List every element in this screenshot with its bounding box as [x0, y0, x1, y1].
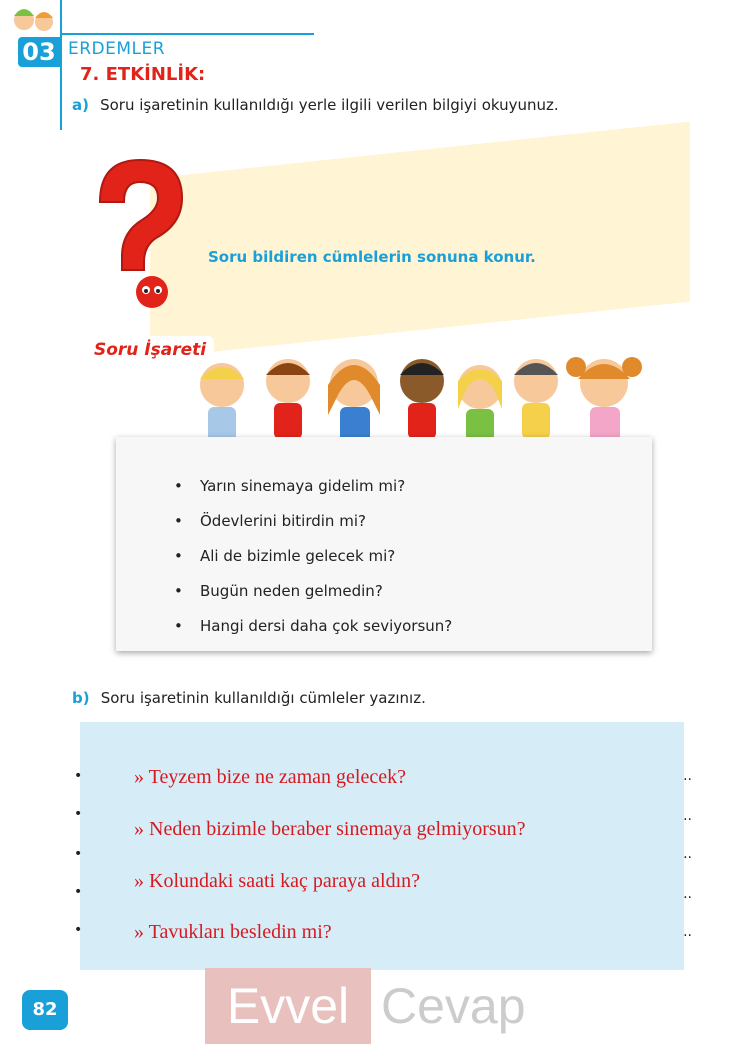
- answer-line[interactable]: » Neden bizimle beraber sinemaya gelmiyorsun?: [134, 818, 526, 840]
- header-vertical-line: [60, 0, 62, 130]
- decorative-background-band: [150, 122, 690, 359]
- examples-list: [200, 477, 452, 652]
- answer-area: [74, 722, 692, 970]
- info-text: Soru bildiren cümlelerin sonuna konur.: [208, 248, 536, 266]
- part-b-letter: b): [72, 689, 90, 707]
- answer-line[interactable]: » Tavukları besledin mi?: [134, 921, 332, 943]
- part-a-letter: a): [72, 96, 89, 114]
- part-a-instruction-row: [72, 95, 559, 114]
- bullet-dot-icon: •: [74, 768, 83, 784]
- example-item: • Yarın sinemaya gidelim mi?: [200, 477, 452, 512]
- part-b-instruction-row: [72, 688, 426, 707]
- bullet-dot-icon: •: [74, 846, 83, 862]
- part-a-instruction: Soru işaretinin kullanıldığı yerle ilgili verilen bilgiyi okuyunuz.: [100, 96, 559, 114]
- header-horizontal-line: [60, 33, 314, 35]
- line-end-dots: ..: [683, 846, 692, 862]
- part-b-instruction: Soru işaretinin kullanıldığı cümleler yazınız.: [100, 689, 426, 707]
- example-item: • Hangi dersi daha çok seviyorsun?: [200, 617, 452, 652]
- example-item: • Ödevlerini bitirdin mi?: [200, 512, 452, 547]
- answer-line[interactable]: » Kolundaki saati kaç paraya aldın?: [134, 870, 420, 892]
- examples-card: [116, 437, 652, 651]
- bullet-dot-icon: •: [74, 806, 83, 822]
- child-figure: [200, 363, 244, 443]
- line-end-dots: ..: [683, 924, 692, 940]
- line-end-dots: ..: [683, 808, 692, 824]
- page-number: 82: [22, 990, 68, 1030]
- logo-cevap: Cevap: [381, 978, 526, 1034]
- logo-evvel: Evvel: [205, 968, 371, 1044]
- soru-isareti-label: Soru İşareti: [88, 338, 212, 362]
- bullet-dot-icon: •: [74, 884, 83, 900]
- answer-line[interactable]: » Teyzem bize ne zaman gelecek?: [134, 766, 406, 788]
- kids-icon: [8, 2, 60, 36]
- unit-title: ERDEMLER: [68, 39, 166, 59]
- line-end-dots: ..: [683, 768, 692, 784]
- example-item: • Bugün neden gelmedin?: [200, 582, 452, 617]
- activity-title: 7. ETKİNLİK:: [80, 64, 206, 85]
- unit-number-badge: 03: [18, 37, 60, 67]
- bullet-dot-icon: •: [74, 922, 83, 938]
- example-item: • Ali de bizimle gelecek mi?: [200, 547, 452, 582]
- question-mark-icon: [82, 152, 192, 312]
- line-end-dots: ..: [683, 886, 692, 902]
